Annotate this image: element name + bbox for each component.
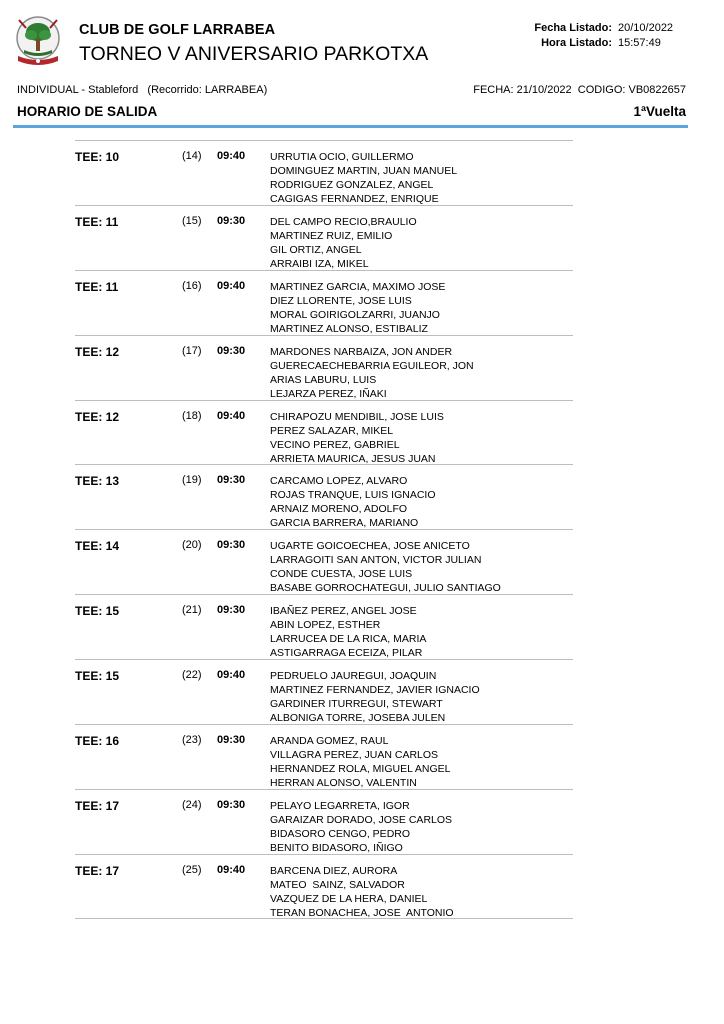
player-list — [270, 150, 457, 206]
tournament-title: TORNEO V ANIVERSARIO PARKOTXA — [79, 43, 429, 65]
player-name: ARRAIBI IZA, MIKEL — [270, 257, 369, 270]
player-name: ARIAS LABURU, LUIS — [270, 373, 377, 386]
player-name: CHIRAPOZU MENDIBIL, JOSE LUIS — [270, 410, 444, 423]
hora-listado-value: 15:57:49 — [618, 37, 661, 49]
player-name: MORAL GOIRIGOLZARRI, JUANJO — [270, 308, 440, 321]
start-time: 09:30 — [217, 214, 246, 227]
start-time: 09:40 — [217, 150, 246, 162]
tee-group-row — [75, 400, 573, 465]
section-title: HORARIO DE SALIDA — [17, 104, 158, 119]
group-number: (23) — [182, 734, 202, 747]
player-name: RODRIGUEZ GONZALEZ, ANGEL — [270, 179, 434, 191]
player-name: UGARTE GOICOECHEA, JOSE ANICETO — [270, 540, 470, 553]
player-name: CONDE CUESTA, JOSE LUIS — [270, 568, 413, 581]
tee-group-row — [75, 529, 573, 594]
player-name: ASTIGARRAGA ECEIZA, PILAR — [270, 647, 423, 660]
player-name: HERRAN ALONSO, VALENTIN — [270, 777, 417, 790]
tee-label: TEE: 16 — [75, 734, 120, 749]
player-list — [270, 410, 444, 466]
tee-label: TEE: 15 — [75, 604, 120, 619]
player-name: LARRAGOITI SAN ANTON, VICTOR JULIAN — [270, 554, 482, 567]
club-name: CLUB DE GOLF LARRABEA — [79, 22, 276, 38]
player-name: VECINO PEREZ, GABRIEL — [270, 438, 400, 451]
player-name: BASABE GORROCHATEGUI, JULIO SANTIAGO — [270, 582, 501, 595]
start-time: 09:30 — [217, 474, 246, 487]
player-list — [270, 864, 454, 920]
player-name: MARTINEZ FERNANDEZ, JAVIER IGNACIO — [270, 684, 480, 697]
player-name: LEJARZA PEREZ, IÑAKI — [270, 387, 387, 400]
player-name: ALBONIGA TORRE, JOSEBA JULEN — [270, 712, 446, 725]
player-name: MARTINEZ GARCIA, MAXIMO JOSE — [270, 280, 446, 293]
player-name: HERNANDEZ ROLA, MIGUEL ANGEL — [270, 763, 451, 776]
group-number: (22) — [182, 669, 202, 682]
player-list — [270, 539, 501, 595]
player-name: URRUTIA OCIO, GUILLERMO — [270, 151, 414, 163]
player-name: LARRUCEA DE LA RICA, MARIA — [270, 633, 427, 646]
player-name: PELAYO LEGARRETA, IGOR — [270, 799, 410, 812]
competition-format: INDIVIDUAL - Stableford (Recorrido: LARRABEA) — [17, 84, 268, 96]
player-name: BARCENA DIEZ, AURORA — [270, 864, 398, 877]
tee-group-row — [75, 140, 573, 205]
player-name: ROJAS TRANQUE, LUIS IGNACIO — [270, 489, 436, 502]
tee-group-row — [75, 789, 573, 854]
player-name: PEDRUELO JAUREGUI, JOAQUIN — [270, 670, 437, 683]
tee-label: TEE: 13 — [75, 474, 120, 489]
tee-group-row — [75, 335, 573, 400]
player-name: CARCAMO LOPEZ, ALVARO — [270, 475, 408, 488]
player-name: MATEO SAINZ, SALVADOR — [270, 878, 405, 891]
tee-group-row — [75, 594, 573, 659]
tee-group-row — [75, 854, 573, 919]
tee-group-row — [75, 205, 573, 270]
start-time: 09:30 — [217, 604, 246, 617]
player-name: TERAN BONACHEA, JOSE ANTONIO — [270, 906, 454, 919]
player-name: BIDASORO CENGO, PEDRO — [270, 827, 411, 840]
listing-meta — [534, 21, 676, 51]
player-name: GARDINER ITURREGUI, STEWART — [270, 698, 443, 711]
group-number: (24) — [182, 798, 202, 811]
player-name: IBAÑEZ PEREZ, ANGEL JOSE — [270, 605, 417, 618]
player-name: ARRIETA MAURICA, JESUS JUAN — [270, 452, 436, 465]
group-number: (16) — [182, 279, 202, 292]
player-name: GUERECAECHEBARRIA EGUILEOR, JON — [270, 359, 474, 372]
tee-label: TEE: 17 — [75, 798, 120, 813]
tee-label: TEE: 11 — [75, 279, 119, 294]
player-name: CAGIGAS FERNANDEZ, ENRIQUE — [270, 193, 439, 205]
player-name: VAZQUEZ DE LA HERA, DANIEL — [270, 892, 428, 905]
tee-group-row — [75, 659, 573, 724]
player-name: DEL CAMPO RECIO,BRAULIO — [270, 215, 417, 228]
player-name: GARCIA BARRERA, MARIANO — [270, 517, 419, 530]
group-number: (17) — [182, 344, 202, 357]
fecha-listado-value: 20/10/2022 — [618, 22, 674, 34]
hora-listado-label: Hora Listado: — [541, 37, 612, 49]
start-time: 09:30 — [217, 344, 246, 357]
tree-crest-icon — [12, 12, 64, 72]
club-logo — [12, 12, 64, 72]
tee-group-row — [75, 724, 573, 789]
start-time: 09:40 — [217, 669, 246, 682]
player-list — [270, 734, 450, 790]
player-name: ARANDA GOMEZ, RAUL — [270, 735, 389, 748]
tee-times-list — [75, 140, 573, 919]
player-name: VILLAGRA PEREZ, JUAN CARLOS — [270, 749, 439, 762]
header-divider — [13, 125, 688, 128]
group-number: (19) — [182, 474, 202, 487]
tee-group-row — [75, 270, 573, 335]
tee-group-row — [75, 464, 573, 529]
tee-label: TEE: 11 — [75, 214, 119, 229]
group-number: (25) — [182, 863, 202, 876]
group-number: (18) — [182, 409, 202, 422]
competition-date-code: FECHA: 21/10/2022 CODIGO: VB0822657 — [473, 84, 686, 96]
fecha-listado-row — [534, 21, 676, 36]
player-name: GIL ORTIZ, ANGEL — [270, 243, 362, 256]
player-list — [270, 345, 474, 401]
hora-listado-row — [534, 36, 676, 51]
player-name: GARAIZAR DORADO, JOSE CARLOS — [270, 813, 453, 826]
tee-label: TEE: 12 — [75, 344, 120, 359]
tee-label: TEE: 12 — [75, 409, 120, 424]
start-time: 09:30 — [217, 734, 246, 747]
player-list — [270, 215, 417, 271]
group-number: (15) — [182, 214, 202, 227]
player-name: PEREZ SALAZAR, MIKEL — [270, 424, 394, 437]
player-list — [270, 799, 452, 855]
start-time: 09:40 — [217, 409, 246, 422]
player-name: MARTINEZ RUIZ, EMILIO — [270, 229, 393, 242]
player-name: BENITO BIDASORO, IÑIGO — [270, 841, 403, 854]
player-name: MARDONES NARBAIZA, JON ANDER — [270, 345, 453, 358]
group-number: (14) — [182, 150, 202, 162]
player-list — [270, 669, 480, 725]
start-time: 09:40 — [217, 279, 246, 292]
player-name: ABIN LOPEZ, ESTHER — [270, 619, 381, 632]
tee-label: TEE: 10 — [75, 150, 120, 164]
start-time: 09:30 — [217, 539, 246, 552]
tee-label: TEE: 14 — [75, 539, 120, 554]
tee-label: TEE: 15 — [75, 669, 120, 684]
round-label: 1ªVuelta — [633, 104, 686, 119]
player-list — [270, 604, 426, 660]
start-time: 09:40 — [217, 863, 246, 876]
player-list — [270, 280, 445, 336]
fecha-listado-label: Fecha Listado: — [534, 22, 612, 34]
player-name: DOMINGUEZ MARTIN, JUAN MANUEL — [270, 165, 458, 177]
start-time: 09:30 — [217, 798, 246, 811]
player-name: DIEZ LLORENTE, JOSE LUIS — [270, 294, 412, 307]
group-number: (20) — [182, 539, 202, 552]
player-name: ARNAIZ MORENO, ADOLFO — [270, 503, 408, 516]
group-number: (21) — [182, 604, 202, 617]
player-list — [270, 474, 436, 530]
tee-label: TEE: 17 — [75, 863, 120, 878]
player-name: MARTINEZ ALONSO, ESTIBALIZ — [270, 322, 428, 335]
